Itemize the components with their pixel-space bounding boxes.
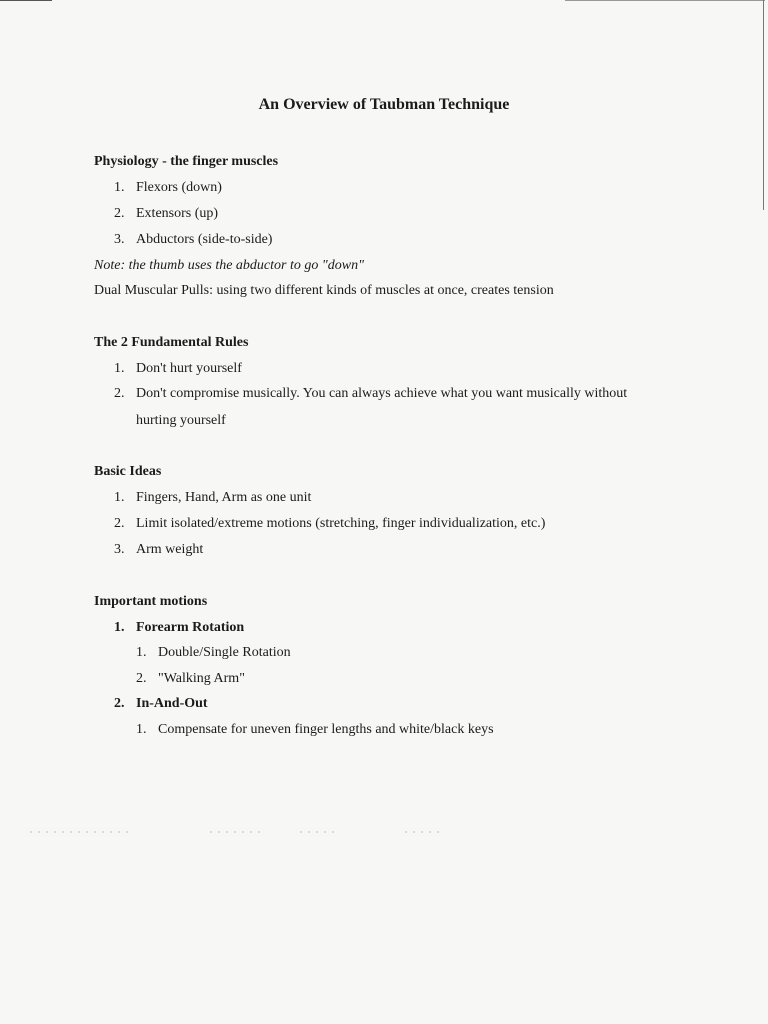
list-item [114,206,218,222]
section-heading-basic: Basic Ideas [94,464,162,479]
list-number: 1. [114,361,125,376]
motion-group-in-and-out [114,696,208,712]
list-item [114,180,222,196]
list-number: 2. [136,671,147,686]
section-heading-physiology: Physiology - the finger muscles [94,154,279,169]
list-text: Arm weight [136,542,204,557]
list-item [114,361,242,377]
list-item [136,645,291,661]
list-text: Flexors (down) [136,180,222,195]
list-text-continuation: hurting yourself [136,413,226,428]
list-text: Fingers, Hand, Arm as one unit [136,490,312,505]
list-number: 3. [114,232,125,247]
section-heading-rules: The 2 Fundamental Rules [94,335,249,350]
list-item [114,490,311,506]
list-number: 1. [114,490,125,505]
list-number: 1. [136,722,147,737]
thumb-note: Note: the thumb uses the abductor to go "down" [94,258,364,273]
list-item [136,671,245,687]
list-text: "Walking Arm" [158,671,245,686]
list-text: Don't hurt yourself [136,361,242,376]
list-text: Limit isolated/extreme motions (stretching, finger individualization, etc.) [136,516,546,531]
list-item [114,516,545,532]
list-text: Extensors (up) [136,206,219,221]
scan-edge-mark [565,0,765,1]
section-heading-motions: Important motions [94,594,208,609]
list-number: 2. [114,696,125,711]
list-number: 1. [136,645,147,660]
list-item [136,722,494,738]
list-text: Compensate for uneven finger lengths and white/black keys [158,722,494,737]
page-title: An Overview of Taubman Technique [258,96,510,113]
list-item [114,386,627,402]
list-text: Double/Single Rotation [158,645,291,660]
list-text: Abductors (side-to-side) [136,232,273,247]
scan-edge-mark [0,0,52,1]
list-number: 1. [114,620,125,635]
list-number: 3. [114,542,125,557]
motion-group-label: Forearm Rotation [136,620,245,635]
motion-group-label: In-And-Out [136,696,208,711]
list-number: 2. [114,386,125,401]
motion-group-forearm-rotation [114,620,244,636]
list-number: 2. [114,516,125,531]
list-item [114,542,203,558]
dual-pulls-text: Dual Muscular Pulls: using two different kinds of muscles at once, creates tension [94,283,554,298]
list-item [114,232,272,248]
list-number: 1. [114,180,125,195]
list-text: Don't compromise musically. You can always achieve what you want musically without [136,386,628,401]
scan-noise [0,830,768,834]
list-number: 2. [114,206,125,221]
